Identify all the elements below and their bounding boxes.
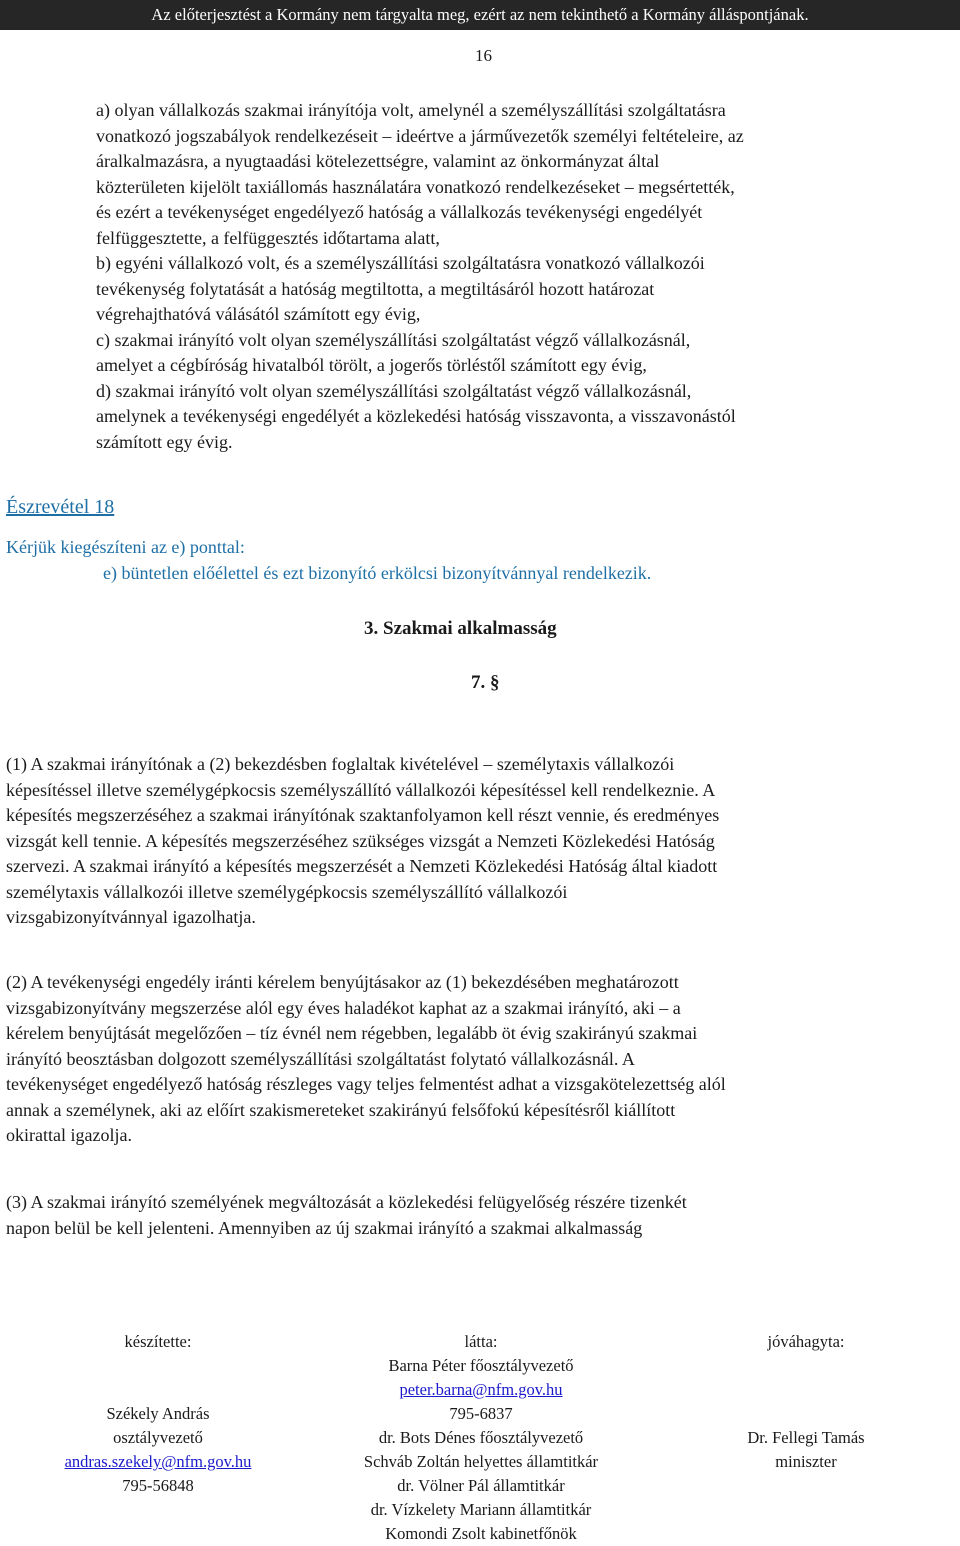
paragraph-2	[6, 970, 958, 1149]
paragraph-line: napon belül be kell jelenteni. Amennyiben az új szakmai irányító a szakmai alkalmasság	[6, 1217, 643, 1238]
list-line: vonatkozó jogszabályok rendelkezéseit – ideértve a járművezetők személyi feltételeire, az	[96, 125, 744, 146]
reviewer-line: Schváb Zoltán helyettes államtitkár	[363, 1452, 599, 1471]
paragraph-line: okirattal igazolja.	[6, 1125, 132, 1145]
paragraph-line: vizsgát kell tennie. A képesítés megszerzéséhez szükséges vizsgát a Nemzeti Közlekedési Hatóság	[6, 830, 715, 851]
section-title: 3. Szakmai alkalmasság	[364, 618, 557, 639]
list-line: áralkalmazásra, a nyugtaadási kötelezettségre, valamint az önkormányzat által	[96, 151, 660, 171]
seen-by-column	[330, 1330, 632, 1546]
approved-by-label: jóváhagyta:	[767, 1332, 845, 1351]
paragraph-line: szervezi. A szakmai irányító a képesítés megszerzését a Nemzeti Közlekedési Hatóság által kiadott	[6, 856, 718, 876]
paragraph-1	[6, 752, 958, 931]
paragraph-line: (2) A tevékenységi engedély iránti kérelem benyújtásakor az (1) bekezdésében meghatározott	[6, 972, 679, 992]
seen-by-label: látta:	[464, 1332, 498, 1351]
preparer-email-link[interactable]: andras.szekely@nfm.gov.hu	[64, 1452, 252, 1471]
reviewer-email-link[interactable]: peter.barna@nfm.gov.hu	[399, 1380, 563, 1399]
list-line: közterületen kijelölt taxiállomás használatára vonatkozó rendelkezéseket – megsértették,	[96, 176, 735, 197]
paragraph-line: vizsgabizonyítvány megszerzése alól egy éves haladékot kaphat az a szakmai irányító, aki – a	[6, 997, 681, 1018]
prepared-by-label: készítette:	[124, 1332, 192, 1351]
paragraph-line: vizsgabizonyítvánnyal igazolhatja.	[6, 907, 256, 927]
paragraph-line: tevékenységet engedélyező hatóság részleges vagy teljes felmentést adhat a vizsgakötelezettség alól	[6, 1074, 726, 1094]
list-line: b) egyéni vállalkozó volt, és a személyszállítási szolgáltatásra vonatkozó vállalkozói	[96, 253, 705, 273]
paragraph-line: képesítéssel illetve személygépkocsis személyszállító vállalkozói képesítéssel kell rendelkeznie. A	[6, 779, 716, 800]
paragraph-line: (3) A szakmai irányító személyének megváltozását a közlekedési felügyelőség részére tizenkét	[6, 1192, 687, 1212]
approver-name: Dr. Fellegi Tamás	[747, 1428, 865, 1447]
list-line: amelynek a tevékenységi engedélyét a közlekedési hatóság visszavonta, a visszavonástól	[96, 406, 736, 426]
preparer-phone: 795-56848	[122, 1476, 194, 1495]
approved-by-column	[700, 1330, 912, 1474]
list-line: amelyet a cégbíróság hivatalból törölt, a jogerős törléstől számított egy évig,	[96, 355, 647, 375]
paragraph-line: (1) A szakmai irányítónak a (2) bekezdésben foglaltak kivételével – személytaxis vállalkozói	[6, 754, 675, 774]
comment-addition: e) büntetlen előélettel és ezt bizonyító erkölcsi bizonyítvánnyal rendelkezik.	[103, 563, 652, 583]
paragraph-3	[6, 1190, 958, 1241]
list-line: és ezért a tevékenységet engedélyező hatóság a vállalkozás tevékenységi engedélyét	[96, 202, 703, 222]
list-line: tevékenység folytatását a hatóság megtiltotta, a megtiltásáról hozott határozat	[96, 278, 655, 299]
reviewer-line: Komondi Zsolt kabinetfőnök	[385, 1524, 577, 1543]
list-line: végrehajthatóvá válásától számított egy évig,	[96, 304, 421, 324]
reviewer-line: dr. Bots Dénes főosztályvezető	[378, 1428, 584, 1447]
preparer-role: osztályvezető	[113, 1428, 203, 1447]
paragraph-line: képesítés megszerzéséhez a szakmai irányítónak szaktanfolyamon kell részt vennie, és eredményes	[6, 805, 720, 825]
page-number: 16	[475, 46, 492, 65]
comment-heading: Észrevétel 18	[6, 496, 115, 518]
paragraph-line: kérelem benyújtását megelőzően – tíz évnél nem régebben, legalább öt évig szakirányú szakmai	[6, 1023, 698, 1043]
list-line: d) szakmai irányító volt olyan személyszállítási szolgáltatást végző vállalkozásnál,	[96, 380, 692, 401]
banner-text: Az előterjesztést a Kormány nem tárgyalta meg, ezért az nem tekinthető a Kormány álláspontjának.	[151, 5, 809, 24]
preparer-name: Székely András	[106, 1404, 210, 1423]
list-line: számított egy évig.	[96, 431, 233, 452]
comment-request: Kérjük kiegészíteni az e) ponttal:	[6, 537, 245, 557]
reviewer-line: dr. Völner Pál államtitkár	[397, 1476, 565, 1495]
reviewer-phone: 795-6837	[449, 1404, 513, 1423]
reviewer-line: Barna Péter főosztályvezető	[388, 1356, 574, 1375]
list-line: a) olyan vállalkozás szakmai irányítója volt, amelynél a személyszállítási szolgáltatásra	[96, 100, 726, 120]
prepared-by-column	[40, 1330, 276, 1498]
document-header-banner	[0, 0, 960, 30]
paragraph-line: személytaxis vállalkozói illetve személygépkocsis személyszállító vállalkozói	[6, 881, 568, 902]
reviewer-line: dr. Vízkelety Mariann államtitkár	[370, 1500, 592, 1519]
paragraph-number: 7. §	[471, 672, 500, 693]
paragraph-line: annak a személynek, aki az előírt szakismereteket szakirányú felsőfokú képesítésről kiállított	[6, 1099, 676, 1120]
paragraph-line: irányító beosztásban dolgozott személyszállítási szolgáltatást folytató vállalkozásnál. A	[6, 1048, 635, 1069]
conditions-list	[96, 98, 956, 455]
list-line: c) szakmai irányító volt olyan személyszállítási szolgáltatást végző vállalkozásnál,	[96, 329, 691, 350]
approver-role: miniszter	[775, 1452, 837, 1471]
list-line: felfüggesztette, a felfüggesztés időtartama alatt,	[96, 227, 440, 248]
